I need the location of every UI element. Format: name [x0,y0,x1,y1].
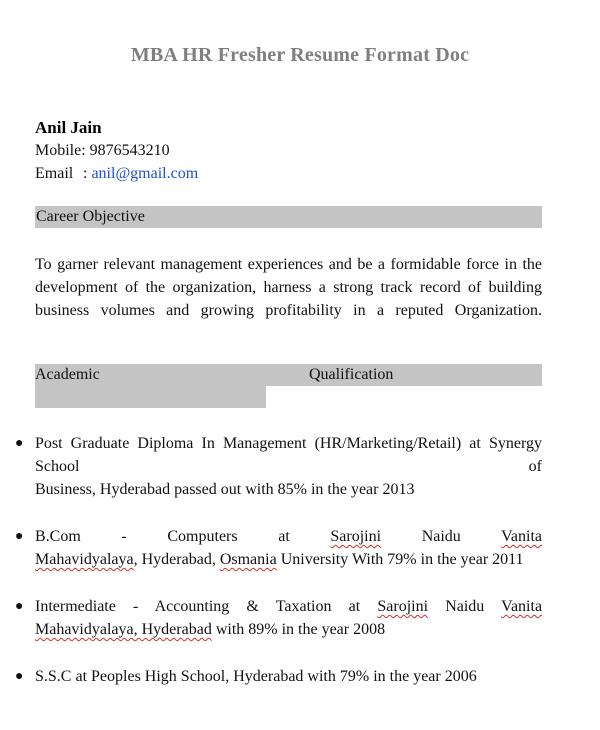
document-title: MBA HR Fresher Resume Format Doc [130,44,470,66]
qualification-line: Mahavidyalaya, Hyderabad with 89% in the year 2008 [35,621,386,638]
bullet-icon: ● [15,599,24,614]
career-objective-heading [35,206,542,228]
qualification-line: S.S.C at Peoples High School, Hyderabad with 79% in the year 2006 [35,668,477,685]
email-line [35,165,198,183]
qualification-line: Business, Hyderabad passed out with 85% in the year 2013 [35,481,415,498]
mobile-label: Mobile: [35,142,90,159]
list-item [12,595,542,641]
email-separator: : [83,165,92,182]
email-link[interactable]: anil@gmail.com [91,165,199,182]
qualification-line: Intermediate - Accounting & Taxation at Sarojini Naidu Vanita [35,598,543,615]
list-item [12,432,542,501]
qualification-list [12,432,542,712]
list-item [12,525,542,571]
academic-qualification-heading [35,364,542,386]
list-item [12,665,542,688]
qualification-label: Qualification [309,366,394,383]
qualification-line: Mahavidyalaya, Hyderabad, Osmania University With 79% in the year 2011 [35,551,524,568]
candidate-name: Anil Jain [35,118,102,137]
academic-heading-tail [35,386,266,408]
email-label: Email [35,165,74,182]
qualification-line: Post Graduate Diploma In Management (HR/Marketing/Retail) at Synergy School of [35,435,542,475]
mobile-line [35,142,170,160]
bullet-icon: ● [15,669,24,684]
qualification-line: B.Com - Computers at Sarojini Naidu Vanita [35,528,543,545]
bullet-icon: ● [15,436,24,451]
bullet-icon: ● [15,529,24,544]
career-objective-text: To garner relevant management experiences and be a formidable force in the development of the organization, harness a strong track record of building business volumes and growing profitability in a reputed Organization. [35,256,542,319]
academic-label: Academic [35,366,100,383]
mobile-value: 9876543210 [89,142,170,159]
career-objective-label: Career Objective [36,208,145,225]
